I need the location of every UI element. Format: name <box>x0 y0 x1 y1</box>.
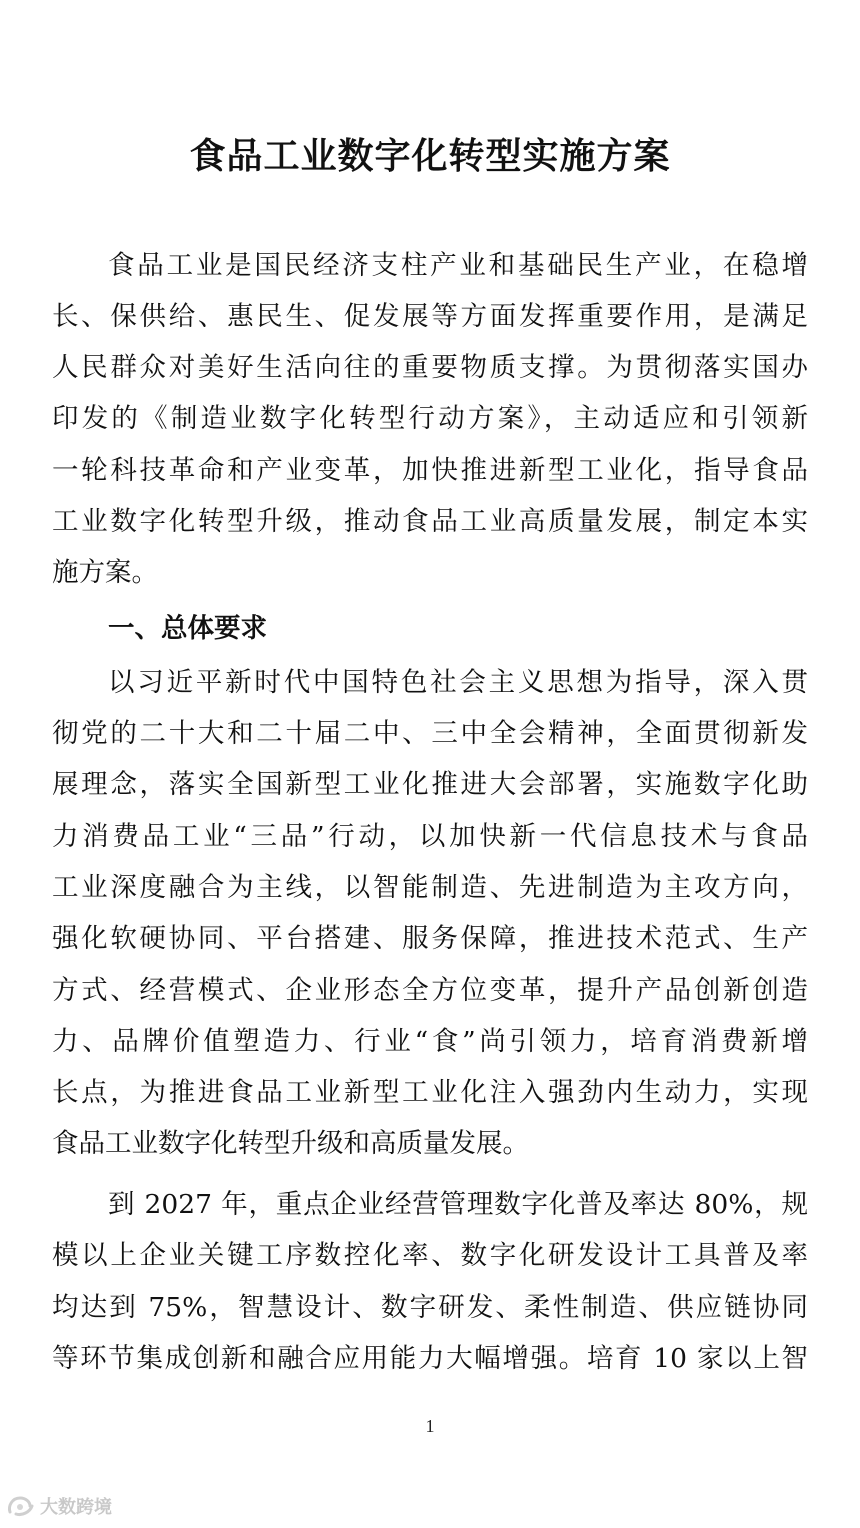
paragraph-line: 展理念，落实全国新型工业化推进大会部署，实施数字化助 <box>52 769 808 800</box>
paragraph-line: 印发的《制造业数字化转型行动方案》，主动适应和引领新 <box>52 403 808 434</box>
paragraph-line: 一轮科技革命和产业变革，加快推进新型工业化，指导食品 <box>52 455 808 486</box>
paragraph-line: 力消费品工业“三品”行动，以加快新一代信息技术与食品 <box>52 821 808 852</box>
page-number: 1 <box>425 1416 435 1436</box>
paragraph-line: 长、保供给、惠民生、促发展等方面发挥重要作用，是满足 <box>52 301 808 332</box>
paragraph-line: 施方案。 <box>52 557 158 588</box>
paragraph-line: 等环节集成创新和融合应用能力大幅增强。培育 10 家以上智 <box>52 1343 808 1374</box>
paragraph-line: 人民群众对美好生活向往的重要物质支撑。为贯彻落实国办 <box>52 352 808 383</box>
watermark <box>6 1492 112 1520</box>
paragraph-line: 食品工业数字化转型升级和高质量发展。 <box>52 1128 529 1159</box>
paragraph-line: 强化软硬协同、平台搭建、服务保障，推进技术范式、生产 <box>52 923 808 954</box>
paragraph-line: 到 2027 年，重点企业经营管理数字化普及率达 80%，规 <box>108 1189 808 1220</box>
watermark-logo-icon <box>6 1494 36 1518</box>
paragraph-line: 长点，为推进食品工业新型工业化注入强劲内生动力，实现 <box>52 1077 808 1108</box>
document-title: 食品工业数字化转型实施方案 <box>189 136 671 177</box>
paragraph-line: 以习近平新时代中国特色社会主义思想为指导，深入贯 <box>108 667 808 698</box>
paragraph-line: 工业深度融合为主线，以智能制造、先进制造为主攻方向， <box>52 872 808 903</box>
section-heading: 一、总体要求 <box>108 613 267 644</box>
paragraph-line: 均达到 75%，智慧设计、数字研发、柔性制造、供应链协同 <box>52 1292 808 1323</box>
paragraph-line: 方式、经营模式、企业形态全方位变革，提升产品创新创造 <box>52 975 808 1006</box>
paragraph-line: 食品工业是国民经济支柱产业和基础民生产业，在稳增 <box>108 250 808 281</box>
paragraph-line: 彻党的二十大和二十届二中、三中全会精神，全面贯彻新发 <box>52 718 808 749</box>
paragraph-line: 力、品牌价值塑造力、行业“食”尚引领力，培育消费新增 <box>52 1026 808 1057</box>
paragraph-line: 模以上企业关键工序数控化率、数字化研发设计工具普及率 <box>52 1240 808 1271</box>
paragraph-line: 工业数字化转型升级，推动食品工业高质量发展，制定本实 <box>52 506 808 537</box>
watermark-text: 大数跨境 <box>40 1497 112 1518</box>
